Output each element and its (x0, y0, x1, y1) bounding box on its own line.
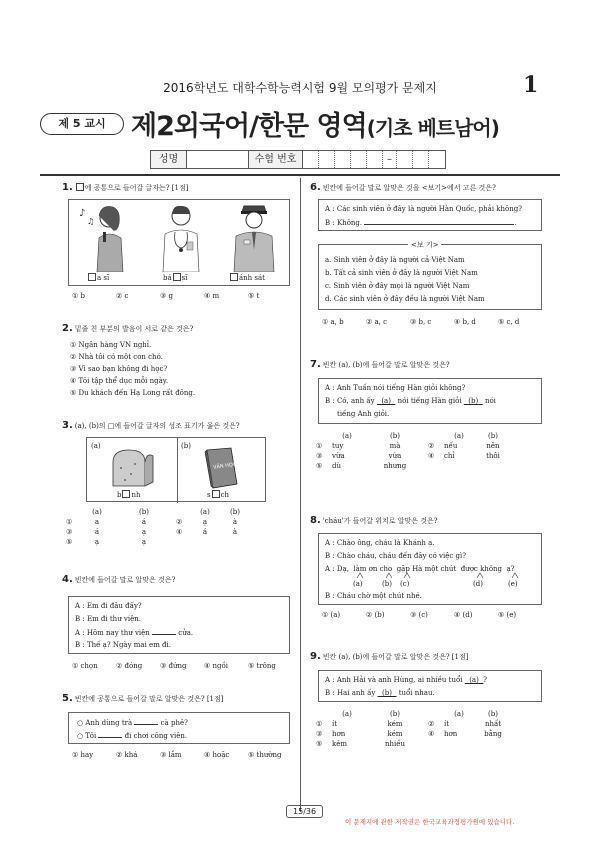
subject-title (131, 104, 499, 143)
q4-line-4: B : Thế ạ? Ngày mai em đi. (75, 641, 171, 649)
q7-line-2: B : Có, anh ấy (a) nói tiếng Hàn giỏi (b) nói (325, 397, 496, 405)
q5-options (72, 751, 292, 759)
page-total: 36 (305, 807, 317, 816)
option[interactable]: ② c (116, 292, 129, 300)
answer-blank (152, 627, 176, 635)
blank-square-icon (122, 490, 130, 498)
q9-dialogue-box (318, 670, 542, 702)
table-row[interactable]: ⑤ dù nhưng (316, 462, 407, 470)
session-badge: 제 5 교시 (40, 113, 124, 135)
q6-dialogue-box (318, 199, 542, 231)
blank-square-icon (88, 273, 96, 281)
bogi-item-c: c. Sinh viên ở đây mọi là người Việt Nam (325, 282, 470, 290)
option[interactable]: ③ b, c (410, 318, 432, 326)
svg-text:♪: ♪ (79, 208, 86, 219)
id-digit[interactable] (413, 151, 429, 168)
mark-a: (a) (353, 580, 363, 588)
option[interactable]: ① hay (72, 751, 94, 759)
option[interactable]: ⑤ t (248, 292, 260, 300)
option[interactable]: ③ g (160, 292, 173, 300)
svg-text:♫: ♫ (87, 217, 95, 226)
book-title: VĂN HỌC (212, 461, 237, 471)
bogi-item-d: d. Các sinh viên ở đây đều là người Việt Nam (325, 295, 485, 303)
name-label: 성명 (151, 151, 187, 168)
id-digit[interactable] (367, 151, 383, 168)
q4-line-3: A : Hôm nay thư viện cửa. (75, 629, 194, 637)
option[interactable]: ② đóng (116, 662, 143, 670)
bogi-item-a: a. Sinh viên ở đây là người cả Việt Nam (325, 256, 465, 264)
blank-square-icon (173, 273, 181, 281)
q7-line-3: tiếng Anh giỏi. (337, 410, 390, 418)
option[interactable]: ① b (72, 292, 85, 300)
q8-line-1: A : Chào ông, cháu là Khánh ạ. (325, 539, 435, 547)
id-digit[interactable] (429, 151, 445, 168)
option[interactable]: ④ m (204, 292, 220, 300)
blank-square-icon (230, 273, 238, 281)
police-illustration (224, 202, 284, 272)
q3-stem: 3. (a), (b)의 □에 들어갈 글자의 성조 표기가 옳은 것은? (62, 420, 240, 431)
option[interactable]: ② a, c (366, 318, 388, 326)
q7-line-1: A : Anh Tuấn nói tiếng Hàn giỏi không? (325, 384, 466, 392)
doctor-illustration (151, 202, 211, 272)
q2-number: 2. (62, 323, 73, 334)
option[interactable]: ④ (d) (454, 611, 473, 619)
mark-e: (e) (508, 580, 518, 588)
bogi-title: <보 기> (408, 240, 441, 250)
q2-option-3[interactable]: ③ Vì sao bạn không đi học? (70, 365, 168, 373)
exam-title: 2016학년도 대학수학능력시험 9월 모의평가 문제지 (163, 81, 437, 95)
q8-line-2: B : Chào cháu, cháu đến đây có việc gì? (325, 552, 466, 560)
id-dash: – (383, 151, 397, 168)
q8-line-4: B : Cháu chờ một chút nhé. (325, 592, 422, 600)
subject-sub: (기초 베트남어) (366, 116, 499, 140)
answer-blank (134, 717, 158, 725)
blank-square-icon (212, 490, 220, 498)
bogi-item-b: b. Tất cả sinh viên ở đây là người Việt Nam (325, 269, 478, 277)
q1-caption-3: ánh sát (229, 273, 265, 283)
q6-stem: 6. 빈칸에 들어갈 말로 알맞은 것을 <보기>에서 고른 것은? (310, 182, 496, 193)
option[interactable]: ② (b) (366, 611, 385, 619)
bread-icon (107, 448, 157, 488)
id-digit[interactable] (397, 151, 413, 168)
q1-options (72, 292, 292, 300)
q7-dialogue-box (318, 378, 542, 424)
table-row[interactable]: ① ít kém ② ít nhất (316, 720, 502, 728)
q4-number: 4. (62, 574, 73, 585)
q5-stem: 5. 빈칸에 공통으로 들어갈 말로 알맞은 것은? [1점] (62, 693, 224, 704)
singer-illustration (77, 202, 137, 272)
id-label: 수험 번호 (249, 151, 303, 168)
q2-option-2[interactable]: ② Nhà tôi có một con chó. (70, 353, 163, 361)
option[interactable]: ① chọn (72, 662, 98, 670)
q3-label-a: (a) (91, 442, 101, 450)
q6-line-2: B : Không. . (325, 219, 517, 227)
q5-line-1: ○ Anh dùng trà cà phê? (77, 719, 188, 727)
q4-dialogue-box (68, 596, 290, 654)
name-field[interactable] (187, 151, 249, 168)
option[interactable]: ⑤ (e) (498, 611, 517, 619)
q8-line-3: A : Dạ, làm ơn cho gặp Hà một chút được không ạ? (325, 565, 515, 573)
page-number: 1 (523, 72, 539, 98)
page-counter: 15/36 (286, 805, 323, 818)
q3-number: 3. (62, 420, 73, 431)
option[interactable]: ③ đứng (160, 662, 187, 670)
q4-stem: 4. 빈칸에 들어갈 말로 알맞은 것은? (62, 574, 176, 585)
q9-stem: 9. 빈칸 (a), (b)에 들어갈 말로 알맞은 것은? [1점] (310, 651, 469, 662)
blank-square-icon (76, 183, 84, 191)
option[interactable]: ④ b, d (454, 318, 476, 326)
answer-blank (364, 217, 514, 225)
q2-option-5[interactable]: ⑤ Du khách đến Hạ Long rất đông. (70, 389, 196, 397)
blank-a: (a) (381, 397, 391, 405)
subject-main: 제2외국어/한문 영역 (131, 111, 367, 142)
q2-option-1[interactable]: ① Ngân hàng VN nghỉ. (70, 341, 152, 349)
q3-box-divider (177, 438, 178, 503)
q2-stem: 2. 밑줄 친 부분의 발음이 서로 같은 것은? (62, 323, 194, 334)
q8-options (322, 611, 542, 619)
q8-number: 8. (310, 515, 321, 526)
q6-options (322, 318, 542, 326)
id-digit[interactable] (351, 151, 367, 168)
q6-line-1: A : Các sinh viên ở đây là người Hàn Quốc, phải không? (325, 205, 523, 213)
id-digit[interactable] (303, 151, 319, 168)
q2-option-4[interactable]: ④ Tôi tập thể dục mỗi ngày. (70, 377, 169, 385)
q4-line-1: A : Em đi đâu đấy? (75, 602, 142, 610)
q3-label-b: (b) (181, 442, 191, 450)
q1-stem (62, 183, 188, 193)
q5-line-2: ○ Tôi đi chơi công viên. (77, 732, 188, 740)
table-row[interactable]: ① a á ② ạ à (66, 518, 238, 526)
option[interactable]: ⑤ trông (248, 662, 276, 670)
option[interactable]: ③ lắm (160, 751, 182, 759)
header-rule (40, 174, 560, 176)
column-divider (300, 178, 301, 812)
mark-d: (d) (473, 580, 483, 588)
q9-line-2: B : Hai anh ấy (b) tuổi nhau. (325, 689, 435, 697)
q1-text: 에 공통으로 들어갈 글자는? [1점] (84, 184, 189, 192)
option[interactable]: ③ (c) (410, 611, 428, 619)
q7-options-table (314, 431, 510, 471)
table-row[interactable]: ③ á ạ ④ á à (66, 528, 238, 536)
option[interactable]: ⑤ thường (248, 751, 282, 759)
q4-line-2: B : Em đi thư viện. (75, 615, 141, 623)
q1-caption-2: bá sĩ (163, 274, 188, 282)
q1-image-box (68, 199, 290, 286)
q1-caption-1: a sĩ (87, 273, 109, 283)
q8-dialogue-box (318, 533, 542, 605)
q9-number: 9. (310, 651, 321, 662)
q3-image-box (86, 437, 266, 502)
answer-blank (98, 730, 122, 738)
table-header: (a) (b) (a) (b) (342, 710, 498, 718)
q3-word-b: s ch (207, 491, 230, 499)
q7-number: 7. (310, 359, 321, 370)
option[interactable]: ④ hoặc (204, 751, 230, 759)
table-row[interactable]: ① tuy mà ② nếu nên (316, 442, 500, 450)
id-digit[interactable] (319, 151, 335, 168)
q5-number: 5. (62, 693, 73, 704)
page-current: 15 (293, 807, 304, 816)
q7-stem: 7. 빈칸 (a), (b)에 들어갈 말로 알맞은 것은? (310, 359, 450, 370)
option[interactable]: ④ ngồi (204, 662, 229, 670)
mark-c: (c) (400, 580, 410, 588)
option[interactable]: ① a, b (322, 318, 344, 326)
option[interactable]: ① (a) (322, 611, 341, 619)
q9-line-1: A : Anh Hải và anh Hùng, ai nhiều tuổi (a) ? (325, 676, 488, 684)
book-icon (201, 446, 243, 490)
q3-word-a: b nh (117, 491, 141, 499)
copyright-notice: 이 문제지에 관한 저작권은 한국교육과정평가원에 있습니다. (345, 818, 515, 826)
table-header: (a) (b) (a) (b) (92, 508, 240, 516)
blank-b: (b) (468, 397, 479, 405)
q3-options-table (64, 507, 250, 547)
table-row[interactable]: ③ vừa vừa ④ chỉ thôi (316, 452, 500, 460)
q6-bogi-box (318, 244, 542, 310)
table-row[interactable]: ⑤ kém nhiều (316, 740, 406, 748)
table-row[interactable]: ③ hơn kém ④ hơn bằng (316, 730, 502, 738)
q4-options (72, 662, 292, 670)
table-row[interactable]: ⑤ ạ ạ (66, 538, 147, 546)
q9-options-table (314, 709, 510, 749)
q8-stem: 8. 'cháu'가 들어갈 위치로 알맞은 것은? (310, 515, 438, 526)
table-header: (a) (b) (a) (b) (342, 432, 498, 440)
option[interactable]: ⑤ c, d (498, 318, 520, 326)
candidate-info-box (150, 150, 446, 169)
option[interactable]: ② khá (116, 751, 138, 759)
q6-number: 6. (310, 182, 321, 193)
id-digit[interactable] (335, 151, 351, 168)
mark-b: (b) (382, 580, 392, 588)
q5-sentence-box (68, 712, 290, 744)
q1-number: 1. (62, 182, 73, 193)
